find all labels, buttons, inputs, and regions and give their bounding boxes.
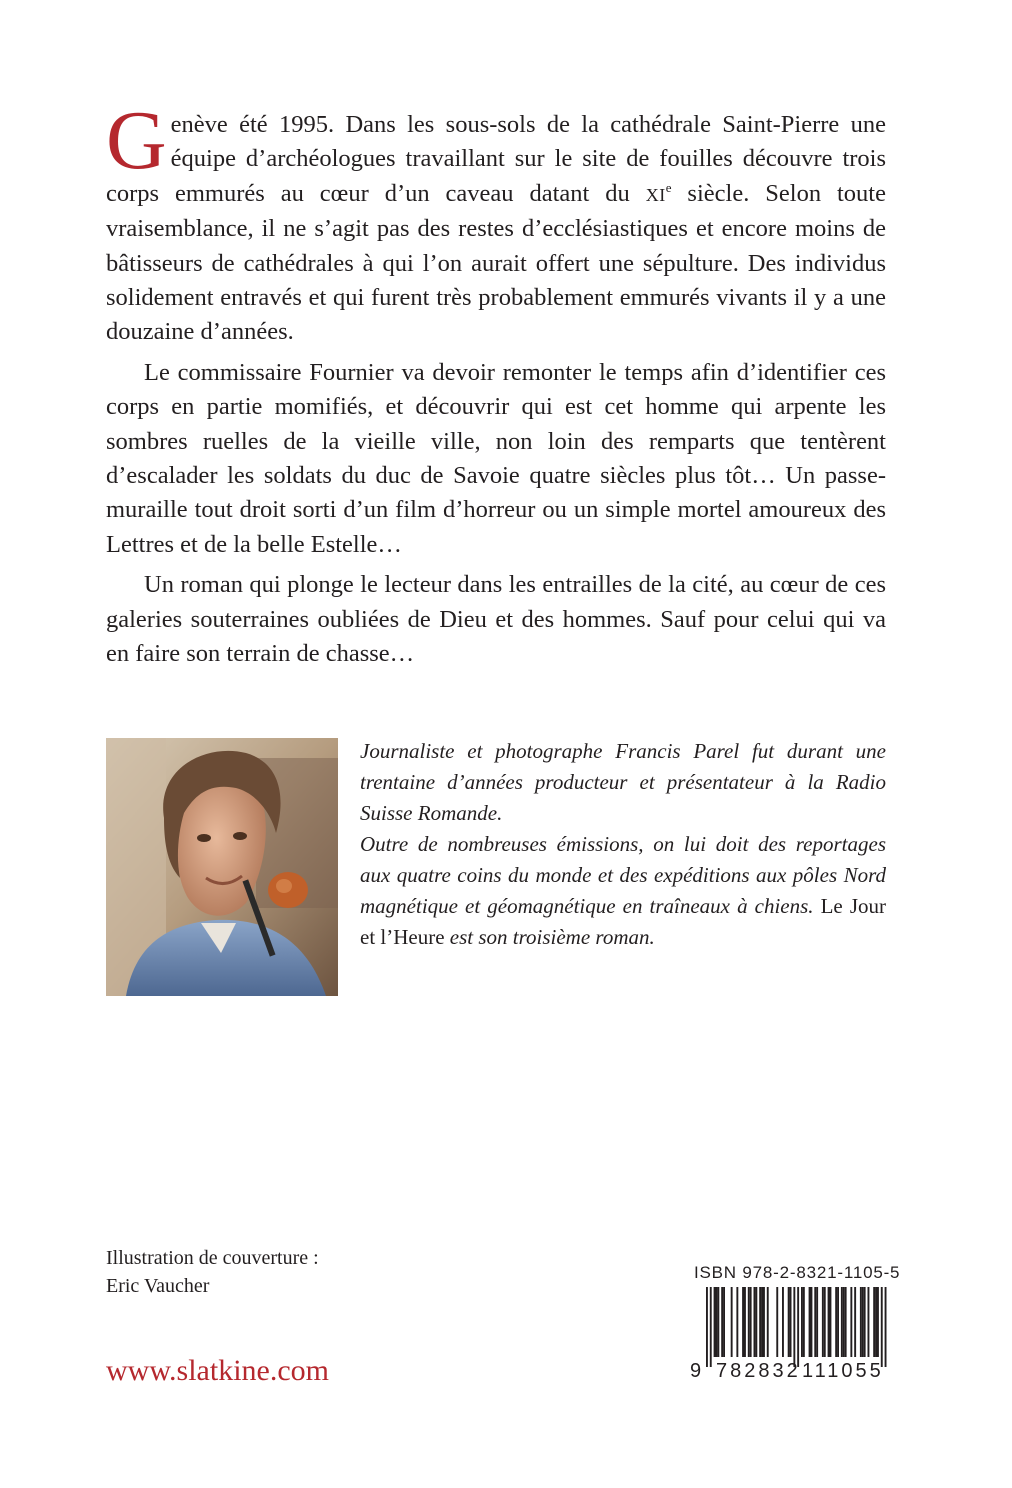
- barcode-bar: [824, 1287, 826, 1357]
- barcode-bar: [754, 1287, 756, 1357]
- barcode-bar: [761, 1287, 763, 1357]
- synopsis-paragraph-2: Le commissaire Fournier va devoir remonter le temps afin d’identifier ces corps en partie momifiés, et découvrir qui est cet homme qui arpente les sombres ruelles de la vieille ville, non loin des remparts que tentèrent d’escalader les soldats du duc de Savoie quatre siècles plus tôt… Un passe-muraille tout droit sorti d’un film d’horreur ou un simple mortel amoureux des Lettres et de la belle Estelle…: [106, 358, 886, 558]
- barcode-bar: [721, 1287, 723, 1357]
- barcode-bar: [717, 1287, 719, 1357]
- barcode-bar: [723, 1287, 725, 1357]
- barcode-bar: [822, 1287, 824, 1357]
- synopsis-paragraph-3: Un roman qui plonge le lecteur dans les entrailles de la cité, au cœur de ces galeries souterraines oubliées de Dieu et des hommes. Sauf pour celui qui va en faire son terrain de chasse…: [106, 571, 886, 668]
- barcode-bar: [797, 1287, 799, 1367]
- barcode-bar: [862, 1287, 864, 1357]
- barcode-bar: [763, 1287, 765, 1357]
- author-bio: [360, 736, 886, 953]
- barcode-bar: [835, 1287, 837, 1357]
- barcode-bar: [767, 1287, 769, 1357]
- barcode-bar: [750, 1287, 752, 1357]
- barcode-bar: [830, 1287, 832, 1357]
- barcode-bar: [881, 1287, 883, 1367]
- barcode-bar: [843, 1287, 845, 1357]
- barcode-digits-right: 111055: [802, 1360, 884, 1382]
- credit-name: Eric Vaucher: [106, 1275, 210, 1297]
- bio-paragraph-2: Outre de nombreuses émissions, on lui doit des reportages aux quatre coins du monde et des expéditions aux pôles Nord magnétique et géomagnétique en traîneaux à chiens. Le Jour et l’Heure est son troisième roman.: [360, 832, 886, 949]
- barcode-bar: [803, 1287, 805, 1357]
- barcode-bar: [759, 1287, 761, 1357]
- barcode-bar: [850, 1287, 852, 1357]
- barcode-bar: [816, 1287, 818, 1357]
- barcode-bar: [845, 1287, 847, 1357]
- drop-cap: G: [106, 94, 167, 187]
- barcode-bar: [714, 1287, 716, 1357]
- isbn-label: ISBN 978-2-8321-1105-5: [694, 1263, 901, 1282]
- barcode-bar: [864, 1287, 866, 1357]
- barcode-bar: [801, 1287, 803, 1357]
- barcode-bar: [744, 1287, 746, 1357]
- bio-paragraph-1: Journaliste et photographe Francis Parel fut durant une trentaine d’années producteur et présentateur à la Radio Suisse Romande.: [360, 739, 886, 825]
- barcode-bar: [814, 1287, 816, 1357]
- century-suffix: e: [665, 179, 672, 195]
- barcode-bar: [790, 1287, 792, 1357]
- cover-credit: [106, 1244, 319, 1300]
- barcode-bar: [877, 1287, 879, 1357]
- barcode-bar: [716, 1287, 718, 1357]
- barcode-bar: [837, 1287, 839, 1357]
- barcode-bar: [854, 1287, 856, 1357]
- synopsis-paragraph-1: Genève été 1995. Dans les sous-sols de la cathédrale Saint-Pierre une équipe d’archéologues travaillant sur le site de fouilles découvre trois corps emmurés au cœur d’un caveau datant du XIe siècle. Selon toute vraisemblance, il ne s’agit pas des restes d’ecclésiastiques et encore moins de bâtisseurs de cathédrales à qui l’on aurait offert une sépulture. Des individus solidement entravés et qui furent très probablement emmurés vivants il y a une douzaine d’années.: [106, 94, 886, 346]
- publisher-website[interactable]: www.slatkine.com: [106, 1354, 330, 1387]
- barcode-bar: [736, 1287, 738, 1357]
- barcode-digits-left: 782832: [716, 1360, 801, 1382]
- barcode-bar: [873, 1287, 875, 1357]
- barcode-bar: [841, 1287, 843, 1357]
- century-numeral: XI: [645, 184, 666, 205]
- barcode-bar: [710, 1287, 712, 1367]
- barcode-bar: [742, 1287, 744, 1357]
- barcode-bar: [782, 1287, 784, 1357]
- barcode-bar: [731, 1287, 733, 1357]
- barcode-bar: [776, 1287, 778, 1357]
- barcode-bar: [860, 1287, 862, 1357]
- barcode-digit-first: 9: [690, 1360, 705, 1382]
- barcode-bar: [809, 1287, 811, 1357]
- book-title: Le Jour et l’Heure: [360, 894, 886, 949]
- barcode-bar: [828, 1287, 830, 1357]
- credit-label: Illustration de couverture :: [106, 1247, 319, 1269]
- barcode-bar: [755, 1287, 757, 1357]
- barcode-bar: [885, 1287, 887, 1367]
- barcode-bar: [868, 1287, 870, 1357]
- barcode-bar: [875, 1287, 877, 1357]
- author-photo: [106, 738, 338, 996]
- barcode-bar: [811, 1287, 813, 1357]
- barcode-bar: [788, 1287, 790, 1357]
- synopsis: [106, 94, 886, 678]
- barcode-bars: [690, 1287, 887, 1371]
- barcode-bar: [748, 1287, 750, 1357]
- barcode-bar: [793, 1287, 795, 1367]
- isbn-barcode: [690, 1263, 901, 1388]
- barcode-bar: [706, 1287, 708, 1367]
